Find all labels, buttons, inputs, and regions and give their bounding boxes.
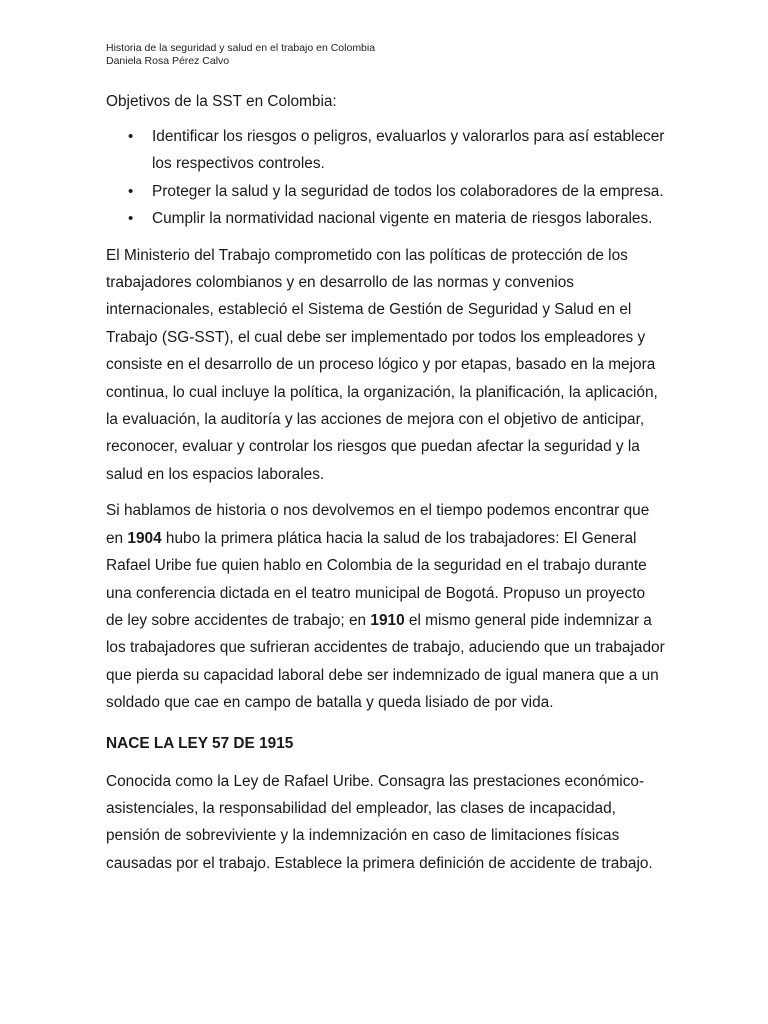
year-1910: 1910 (370, 611, 405, 629)
bullet-icon: • (128, 128, 134, 145)
header-author: Daniela Rosa Pérez Calvo (106, 55, 230, 67)
header-title: Historia de la seguridad y salud en el trabajo en Colombia (106, 42, 376, 54)
document-page (106, 42, 666, 877)
list-item (106, 205, 666, 232)
list-item-text: Proteger la salud y la seguridad de todos los colaboradores de la empresa. (152, 182, 664, 200)
objectives-list (106, 123, 666, 233)
objectives-title: Objetivos de la SST en Colombia: (106, 93, 337, 110)
list-item (106, 123, 666, 178)
section-heading-ley: NACE LA LEY 57 DE 1915 (106, 734, 294, 752)
page-header (106, 42, 666, 68)
bullet-icon: • (128, 210, 134, 228)
list-item-text: Identificar los riesgos o peligros, evaluarlos y valorarlos para así establecer los respectivos controles. (152, 128, 665, 173)
historia-text-3: el mismo general pide indemnizar a los trabajadores que sufrieran accidentes de trabajo, aduciendo que un trabajador que pierda su capacidad laboral debe ser indemnizado de igual manera que a un soldado que cae en campo de batalla y queda lisiado de por vida. (106, 611, 665, 712)
list-item (106, 178, 666, 205)
paragraph-ley: Conocida como la Ley de Rafael Uribe. Consagra las prestaciones económico-asistenciales, la responsabilidad del empleador, las clases de incapacidad, pensión de sobreviviente y la indemnización en caso de limitaciones físicas causadas por el trabajo. Establece la primera definición de accidente de trabajo. (106, 772, 653, 872)
historia-text-2: hubo la primera plática hacia la salud de los trabajadores: El General Rafael Uribe fue quien hablo en Colombia de la seguridad en el trabajo durante una conferencia dictada en el teatro municipal de Bogotá. Propuso un proyecto de ley sobre accidentes de trabajo; en (106, 529, 647, 629)
paragraph-historia (106, 497, 666, 716)
year-1904: 1904 (127, 529, 162, 547)
list-item-text: Cumplir la normatividad nacional vigente en materia de riesgos laborales. (152, 210, 653, 228)
paragraph-ministerio: El Ministerio del Trabajo comprometido con las políticas de protección de los trabajadores colombianos y en desarrollo de las normas y convenios internacionales, estableció el Sistema de Gestión de Seguridad y Salud en el Trabajo (SG-SST), el cual debe ser implementado por todos los empleadores y consiste en el desarrollo de un proceso lógico y por etapas, basado en la mejora continua, lo cual incluye la política, la organización, la planificación, la aplicación, la evaluación, la auditoría y las acciones de mejora con el objetivo de anticipar, reconocer, evaluar y controlar los riesgos que puedan afectar la seguridad y la salud en los espacios laborales. (106, 246, 658, 483)
historia-text-1: Si hablamos de historia o nos devolvemos en el tiempo podemos encontrar que en (106, 502, 650, 547)
bullet-icon: • (128, 182, 134, 200)
